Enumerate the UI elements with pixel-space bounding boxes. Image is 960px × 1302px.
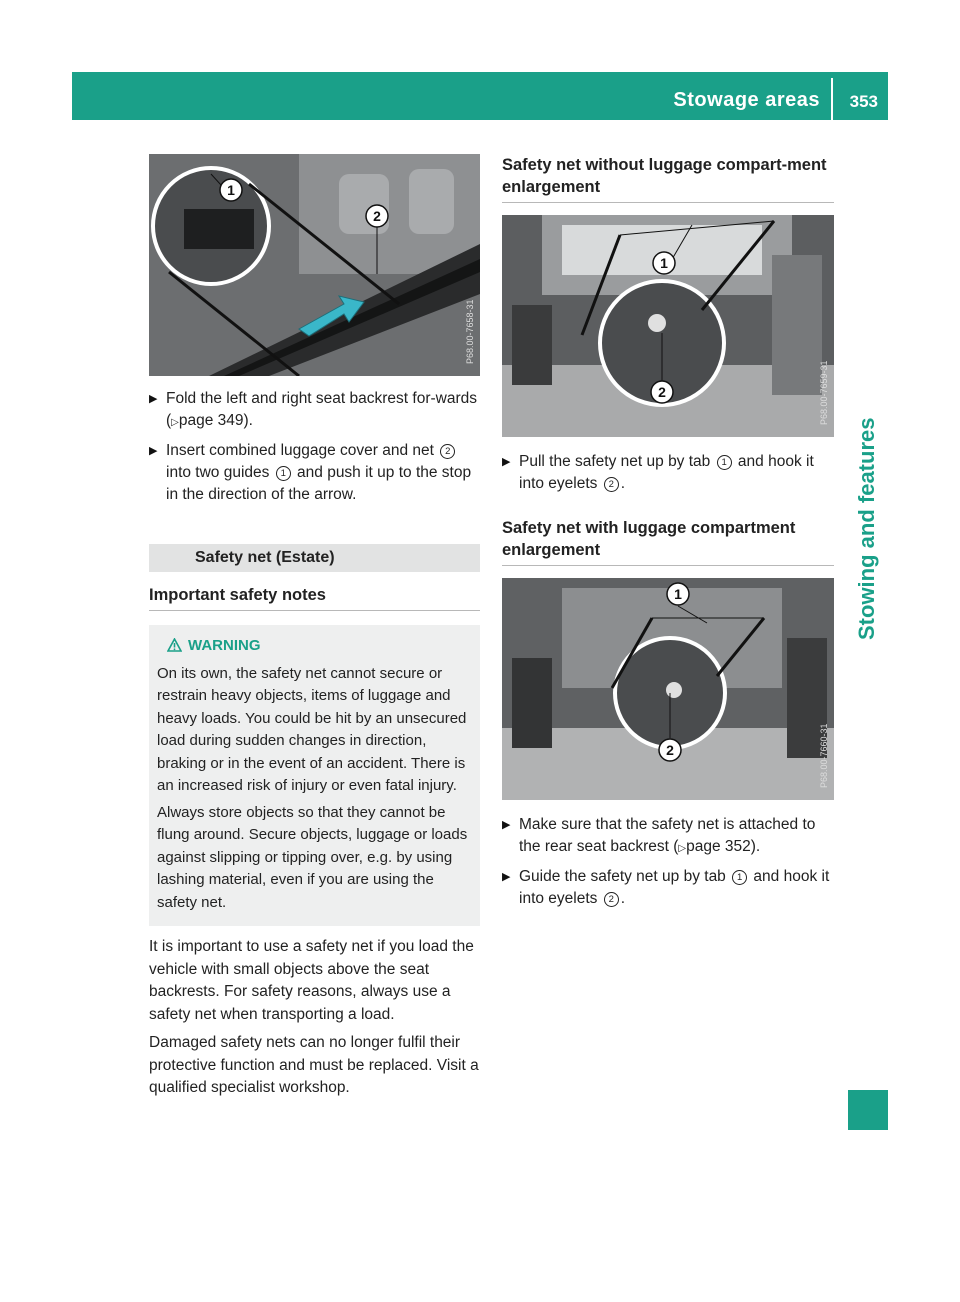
step-text: Make sure that the safety net is attached to the rear seat backrest ( [519, 816, 816, 855]
figure-net-with-enlargement [502, 578, 834, 800]
page-ref-link[interactable]: page 349). [178, 412, 253, 429]
arrow-right-icon: ▶ [502, 819, 511, 831]
header-divider [831, 78, 833, 120]
callout-ref: 1 [717, 455, 732, 470]
warning-triangle-icon [167, 637, 182, 660]
step-text: into two guides [166, 464, 274, 481]
figure1-code: P68.00-7658-31 [465, 299, 475, 364]
step-pull-net [502, 451, 834, 495]
step-text: Pull the safety net up by tab [519, 453, 715, 470]
callout-ref: 2 [604, 892, 619, 907]
body-paragraph: It is important to use a safety net if you load the vehicle with small objects above the seat backrests. For safety reasons, always use a safety net when transporting a load. [149, 938, 474, 1023]
page-ref-icon: ▷ [678, 843, 687, 854]
arrow-right-icon: ▶ [502, 871, 511, 883]
step-text: and hook it into eyelets [519, 868, 830, 907]
figure-luggage-cover-guides [149, 154, 480, 376]
warning-header [157, 635, 472, 660]
arrow-right-icon: ▶ [502, 456, 511, 468]
section-title: Safety net (Estate) [149, 544, 480, 572]
subheading: Important safety notes [149, 584, 480, 611]
callout-ref: 1 [276, 466, 291, 481]
step-text: . [620, 890, 626, 907]
body-paragraph: Damaged safety nets can no longer fulfil their protective function and must be replaced. Visit a qualified specialist workshop. [149, 1034, 479, 1096]
figure3-callout-2: 2 [666, 742, 674, 758]
figure-net-illustration [502, 215, 834, 437]
right-column [502, 154, 834, 910]
warning-label: WARNING [188, 637, 261, 654]
figure3-callout-1: 1 [674, 586, 682, 602]
step-insert-cover [149, 440, 480, 506]
warning-box [149, 625, 480, 926]
heading-with-enlargement: Safety net with luggage compartment enlargement [502, 517, 834, 566]
page-ref-icon: ▷ [171, 417, 179, 428]
figure2-callout-1: 1 [660, 255, 668, 271]
left-column [149, 154, 480, 1100]
chapter-title: Stowage areas [673, 89, 820, 111]
warning-text: Always store objects so that they cannot be flung around. Secure objects, luggage or loads against slipping or tipping over, e.g. by using lashing material, even if you are using the safety net. [157, 803, 468, 911]
figure3-code: P68.00-7660-31 [819, 723, 829, 788]
figure-luggage-cover-illustration [149, 154, 480, 376]
step-fold-backrest [149, 388, 480, 434]
arrow-right-icon: ▶ [149, 393, 158, 405]
callout-ref: 2 [604, 477, 619, 492]
figure2-callout-2: 2 [658, 384, 666, 400]
page-header [72, 72, 888, 120]
callout-ref: 2 [440, 444, 455, 459]
step-text: and push it up to the stop in the direction of the arrow. [166, 464, 472, 503]
page-number: 353 [849, 92, 878, 111]
page-ref-link[interactable]: page 352). [686, 838, 761, 855]
figure-net-without-enlargement [502, 215, 834, 437]
figure2-code: P68.00-7659-31 [819, 360, 829, 425]
step-guide-net [502, 866, 834, 910]
step-text: . [620, 475, 626, 492]
side-tab [844, 120, 888, 900]
step-text: Fold the left and right seat backrest for-wards ( [166, 390, 478, 429]
side-tab-label: Stowing and features [854, 417, 879, 640]
step-check-attachment [502, 814, 834, 860]
figure-net-enlarged-illustration [502, 578, 834, 800]
arrow-right-icon: ▶ [149, 445, 158, 457]
side-tab-marker [848, 1090, 888, 1130]
callout-ref: 1 [732, 870, 747, 885]
step-text: Guide the safety net up by tab [519, 868, 731, 885]
warning-text: On its own, the safety net cannot secure or restrain heavy objects, items of luggage and heavy loads. You could be hit by an unsecured load during sudden changes in direction, braking or in the event of an accident. There is an increased risk of injury or even fatal injury. [157, 664, 467, 794]
figure1-callout-1: 1 [227, 182, 235, 198]
step-text: Insert combined luggage cover and net [166, 442, 439, 459]
heading-without-enlargement: Safety net without luggage compart-ment enlargement [502, 154, 834, 203]
step-text: and hook it into eyelets [519, 453, 814, 492]
figure1-callout-2: 2 [373, 208, 381, 224]
